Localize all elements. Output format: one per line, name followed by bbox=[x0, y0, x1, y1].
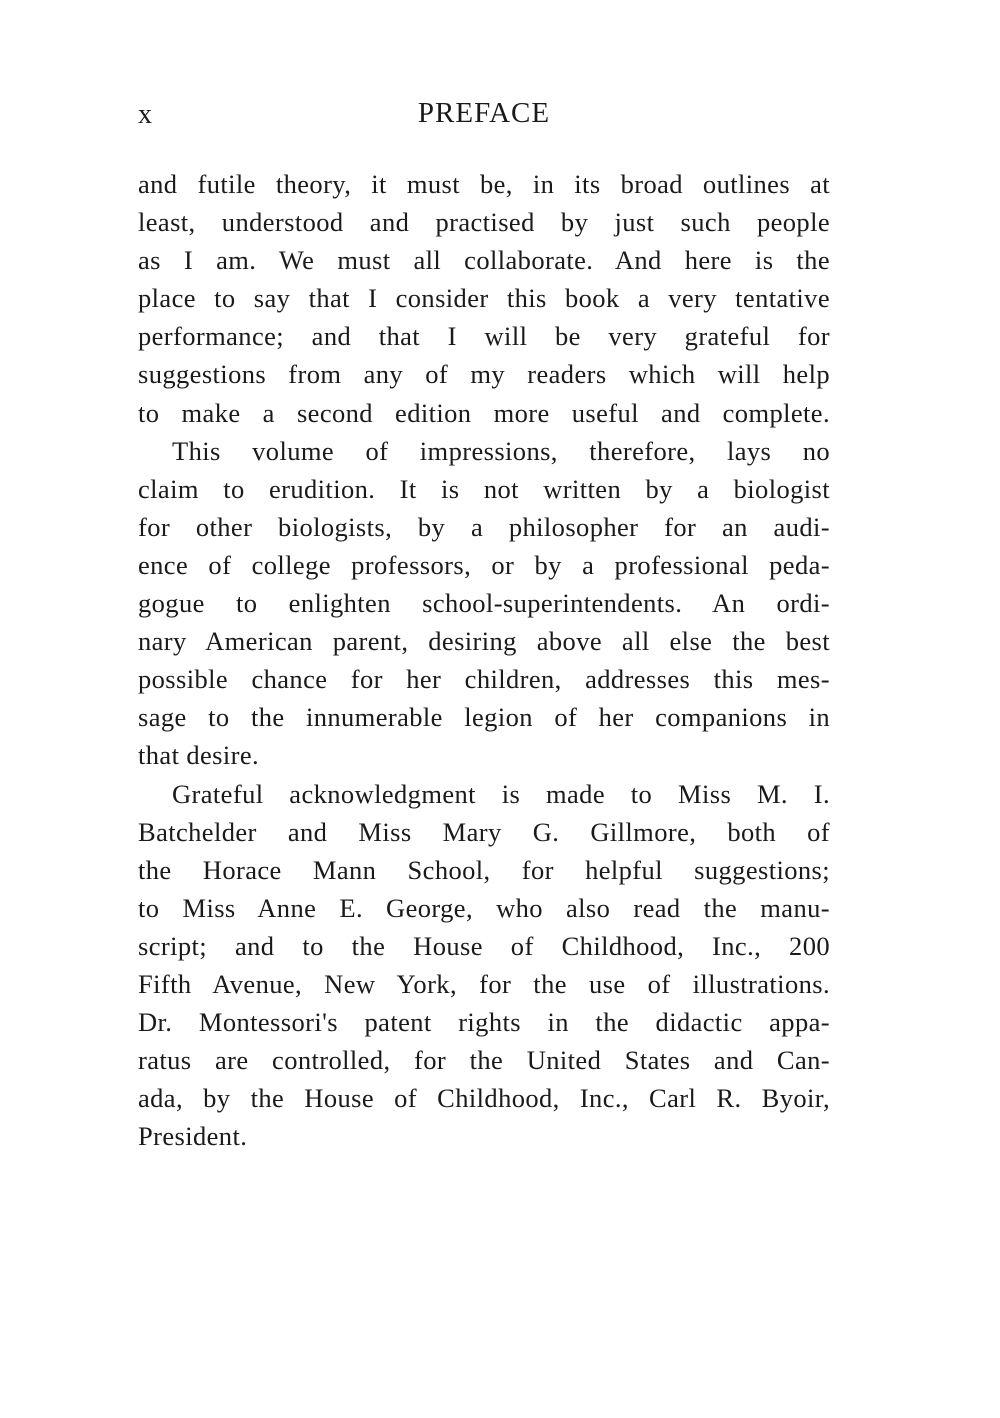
text-line: ence of college professors, or by a professional peda- bbox=[138, 549, 830, 580]
body-text bbox=[138, 165, 830, 1155]
text-line: possible chance for her children, addresses this mes- bbox=[138, 664, 830, 695]
page-number: x bbox=[138, 99, 153, 130]
text-line: least, understood and practised by just such people bbox=[138, 207, 830, 238]
text-line: sage to the innumerable legion of her companions in bbox=[138, 702, 830, 733]
text-line: that desire. bbox=[138, 740, 260, 771]
text-line: gogue to enlighten school-superintendents. An ordi- bbox=[138, 588, 830, 619]
text-line: to Miss Anne E. George, who also read the manu- bbox=[138, 892, 830, 923]
text-line: President. bbox=[138, 1121, 248, 1152]
text-line: to make a second edition more useful and complete. bbox=[138, 397, 830, 428]
text-line: Dr. Montessori's patent rights in the didactic appa- bbox=[138, 1007, 830, 1038]
paragraph-2 bbox=[138, 432, 830, 775]
text-line: ratus are controlled, for the United States and Can- bbox=[138, 1045, 830, 1076]
text-line: Fifth Avenue, New York, for the use of illustrations. bbox=[138, 968, 830, 999]
text-line: nary American parent, desiring above all else the best bbox=[138, 626, 830, 657]
text-line: claim to erudition. It is not written by a biologist bbox=[138, 473, 830, 504]
running-head bbox=[138, 92, 830, 136]
text-line: for other biologists, by a philosopher for an audi- bbox=[138, 511, 830, 542]
text-line: place to say that I consider this book a very tentative bbox=[138, 283, 830, 314]
text-line: and futile theory, it must be, in its broad outlines at bbox=[138, 169, 830, 199]
text-line: suggestions from any of my readers which will help bbox=[138, 359, 830, 390]
text-line: This volume of impressions, therefore, lays no bbox=[172, 435, 830, 466]
text-line: performance; and that I will be very grateful for bbox=[138, 321, 830, 352]
running-title: PREFACE bbox=[417, 97, 551, 129]
text-line: ada, by the House of Childhood, Inc., Carl R. Byoir, bbox=[138, 1083, 830, 1114]
text-line: the Horace Mann School, for helpful suggestions; bbox=[138, 854, 830, 885]
text-line: script; and to the House of Childhood, Inc., 200 bbox=[138, 930, 830, 961]
text-line: as I am. We must all collaborate. And here is the bbox=[138, 245, 830, 276]
text-line: Grateful acknowledgment is made to Miss M. I. bbox=[172, 778, 830, 809]
paragraph-1 bbox=[138, 165, 830, 432]
text-line: Batchelder and Miss Mary G. Gillmore, both of bbox=[138, 816, 830, 847]
paragraph-3 bbox=[138, 775, 830, 1156]
